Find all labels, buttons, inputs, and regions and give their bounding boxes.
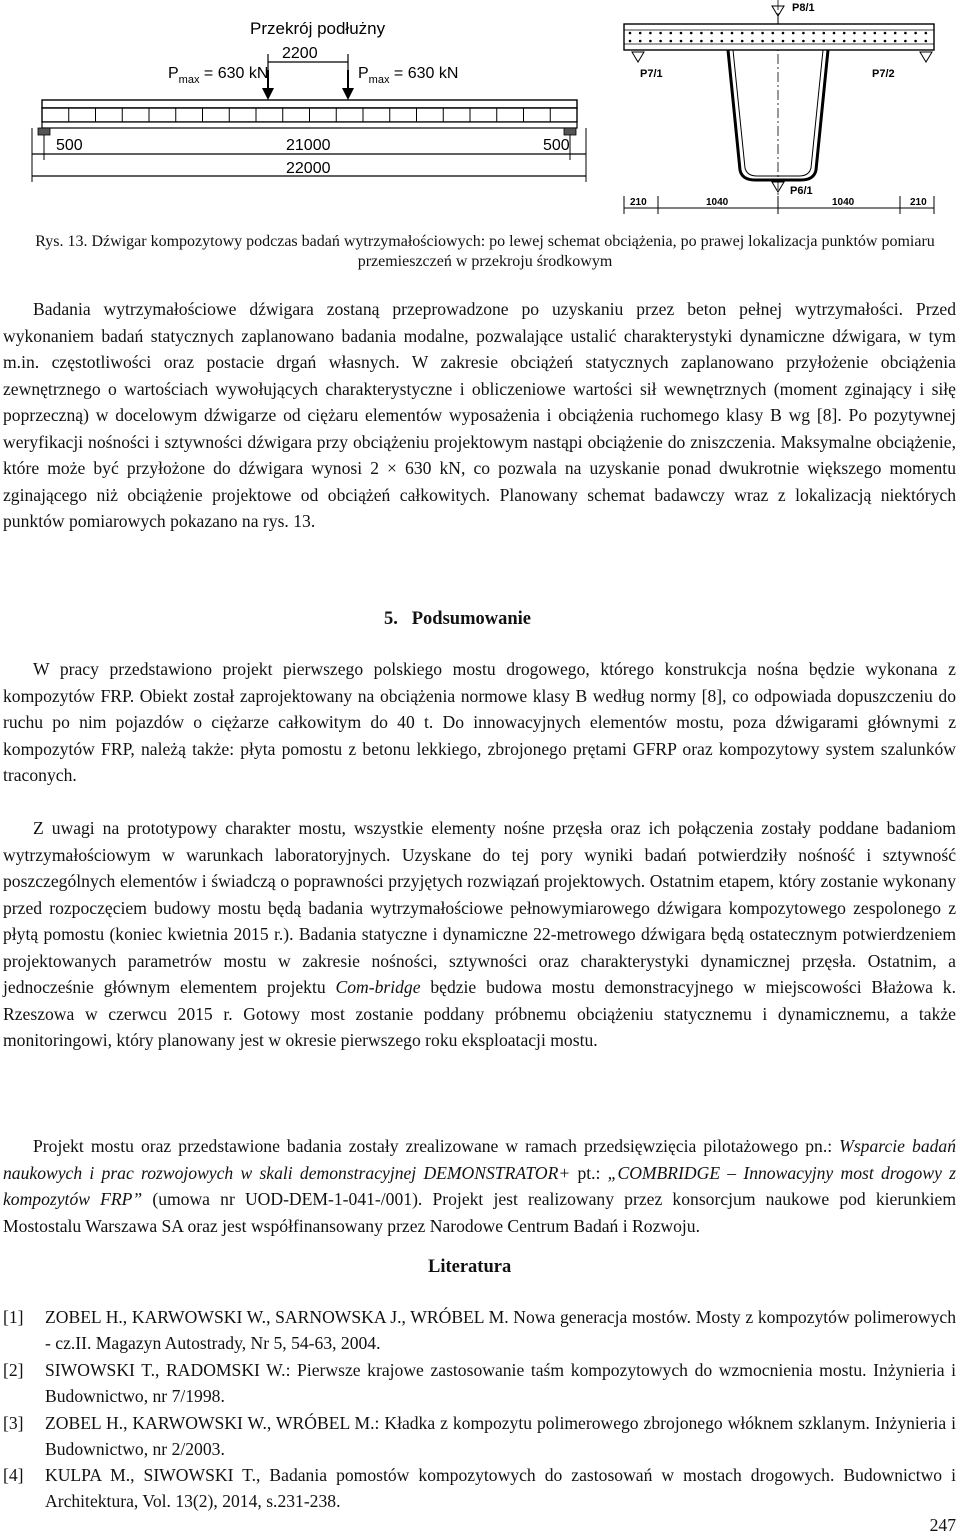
paragraph-4: Projekt mostu oraz przedstawione badania zostały zrealizowane w ramach przedsięwzięcia pilotażowego pn.: Wsparcie badań naukowych i prac rozwojowych w skali demonstracyjnej DEMONSTRATOR+ pt.: „COMBRIDGE – Innowacyjny most drogowy z kompozytów FRP” (umowa nr UOD-DEM-1-041-/001). Projekt jest realizowany przez konsorcjum naukowe pod kierunkiem Mostostalu Warszawa SA oraz jest współfinansowany przez Narodowe Centrum Badań i Rozwoju. <box>3 1136 957 1236</box>
svg-text:P6/1: P6/1 <box>790 185 813 197</box>
svg-text:P7/2: P7/2 <box>872 68 895 80</box>
reference-text: KULPA M., SIWOWSKI T., Badania pomostów kompozytowych do zastosowań w mostach drogowych. Budownictwo i Architektura, Vol. 13(2), 2014, s.231-238. <box>45 1465 956 1511</box>
reference-text: SIWOWSKI T., RADOMSKI W.: Pierwsze krajowe zastosowanie taśm kompozytowych do wzmocnienia mostu. Inżynieria i Budownictwo, nr 7/1998. <box>45 1360 956 1406</box>
measurement-point-p7-2 <box>872 52 932 80</box>
figure-left-title: Przekrój podłużny <box>250 19 386 38</box>
reference-4 <box>3 1462 956 1514</box>
cross-dim-2: 1040 <box>706 197 729 208</box>
dim-right: 500 <box>543 137 570 154</box>
support-left <box>38 128 50 140</box>
longitudinal-section-figure <box>28 0 608 215</box>
reference-text: ZOBEL H., KARWOWSKI W., SARNOWSKA J., WRÓBEL M. Nowa generacja mostów. Mosty z kompozytów polimerowych - cz.II. Magazyn Autostrady, Nr 5, 54-63, 2004. <box>45 1307 956 1353</box>
paragraph-2: W pracy przedstawiono projekt pierwszego polskiego mostu drogowego, którego konstrukcja nośna będzie wykonana z kompozytów FRP. Obiekt został zaprojektowany na obciążenia normowe klasy B według normy [8], co odpowiada dopuszczeniu do ruchu po nim pojazdów o ciężarze całkowitym do 40 t. Do innowacyjnych elementów mostu, poza dźwigarami głównymi z kompozytów FRP, należą także: płyta pomostu z betonu lekkiego, zbrojonego prętami GFRP oraz kompozytowy system szalunków traconych. <box>3 659 956 785</box>
load-left-label: $P_{max} = 630$ kN <box>168 65 269 86</box>
dim-left: 500 <box>56 137 83 154</box>
dim-mid: 21000 <box>286 137 331 154</box>
section-number: 5. <box>384 609 398 629</box>
reference-number: [4] <box>3 1465 24 1485</box>
svg-text:P7/1: P7/1 <box>640 68 663 80</box>
paragraph-3: Z uwagi na prototypowy charakter mostu, wszystkie elementy nośne przęsła oraz ich połączenia zostały poddane badaniom wytrzymałościowym w warunkach laboratoryjnych. Uzyskane do tej pory wyniki badań potwierdziły nośność i sztywność poszczególnych elementów i świadczą o poprawności przyjętych rozwiązań projektowych. Ostatnim etapem, który zostanie wykonany przed rozpoczęciem budowy mostu będą badania wytrzymałościowe pełnowymiarowego dźwigara kompozytowego zespolonego z płytą pomostu (koniec kwietnia 2015 r.). Badania statyczne i dynamiczne 22-metrowego dźwigara będą ostatecznym potwierdzeniem projektowanych parametrów mostu w zakresie nośności, sztywności oraz charakterystyki dynamicznej przęsła. Ostatnim, a jednocześnie głównym elementem projektu Com-bridge będzie budowa mostu demonstracyjnego w miejscowości Błażowa k. Rzeszowa w czerwcu 2015 r. Gotowy most zostanie poddany próbnemu obciążeniu statycznemu i dynamicznemu, a także monitoringowi, który planowany jest w okresie pierwszego roku eksploatacji mostu. <box>3 818 956 1050</box>
section-heading <box>384 609 531 630</box>
reference-text: ZOBEL H., KARWOWSKI W., WRÓBEL M.: Kładka z kompozytu polimerowego zbrojonego włóknem szklanym. Inżynieria i Budownictwo, nr 2/2003. <box>45 1413 956 1459</box>
deck-slab <box>624 24 934 50</box>
project-name: Com-bridge <box>335 977 421 997</box>
cross-dim-4: 210 <box>910 197 927 208</box>
dim-total: 22000 <box>286 160 331 177</box>
measurement-point-p7-1 <box>632 52 663 80</box>
svg-text:P8/1: P8/1 <box>792 2 815 14</box>
cross-dim-1: 210 <box>630 197 647 208</box>
load-right-label: $P_{max} = 630$ kN <box>358 65 459 86</box>
reference-2 <box>3 1357 956 1409</box>
section-title: Podsumowanie <box>411 609 531 629</box>
load-arrow-right <box>342 70 354 100</box>
reference-1 <box>3 1304 956 1356</box>
reference-number: [2] <box>3 1360 24 1380</box>
reference-number: [3] <box>3 1413 24 1433</box>
girder-elevation <box>42 100 577 128</box>
paragraph-1: Badania wytrzymałościowe dźwigara zostaną przeprowadzone po uzyskaniu przez beton pełnej wytrzymałości. Przed wykonaniem badań statycznych zaplanowano badania modalne, pozwalające ustalić charakterystyki dynamiczne dźwigara, w tym m.in. częstotliwości oraz postacie drgań własnych. W zakresie obciążeń statycznych zaplanowano przyłożenie obciążenia zewnętrznego o wartościach wywołujących charakterystyczne i obliczeniowe wartości sił wewnętrznych (moment zginający i siłę poprzeczną) w docelowym dźwigarze od ciężaru elementów wyposażenia i obciążenia ruchomego klasy B wg [8]. Po pozytywnej weryfikacji nośności i sztywności dźwigara przy obciążeniu projektowym nastąpi obciążenie do zniszczenia. Maksymalne obciążenie, które może być przyłożone do dźwigara wynosi 2 × 630 kN, co pozwala na uzyskanie ponad dwukrotnie większego momentu zginającego niż obciążenie projektowe od obciążeń całkowitych. Planowany schemat badawczy wraz z lokalizacją niektórych punktów pomiarowych pokazano na rys. 13. <box>3 299 956 531</box>
page-number: 247 <box>929 1515 956 1535</box>
literature-heading: Literatura <box>428 1257 512 1277</box>
cross-dim-3: 1040 <box>832 197 855 208</box>
figure-caption: Rys. 13. Dźwigar kompozytowy podczas badań wytrzymałościowych: po lewej schemat obciążenia, po prawej lokalizacja punktów pomiaru przemieszczeń w przekroju środkowym <box>35 233 935 270</box>
cross-section-figure <box>610 0 960 215</box>
reference-number: [1] <box>3 1307 24 1327</box>
reference-3 <box>3 1410 956 1462</box>
load-spacing-label: 2200 <box>282 45 318 62</box>
